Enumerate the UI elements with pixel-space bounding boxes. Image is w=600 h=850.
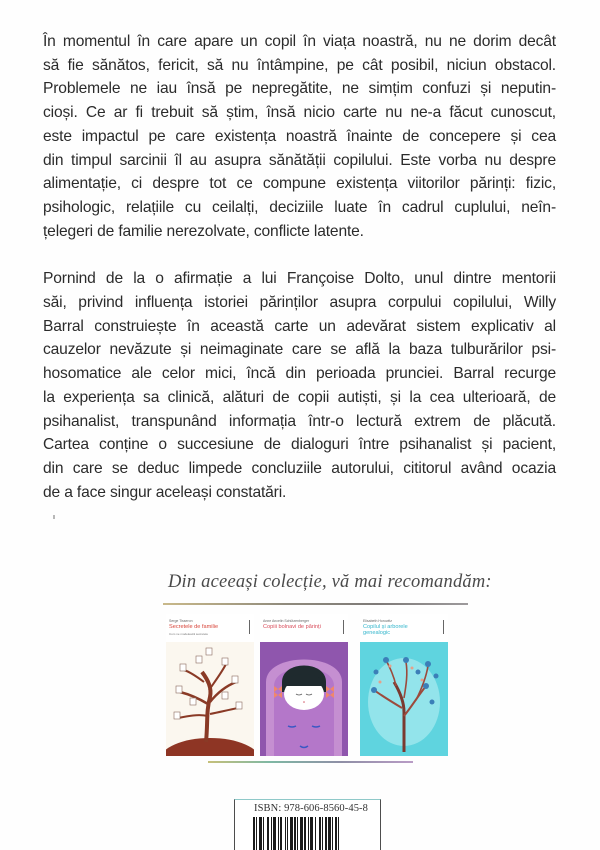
cover-header <box>166 614 254 642</box>
isbn-label: ISBN: 978-606-8560-45-8 <box>254 803 369 814</box>
text-line: Problemele ne iau însă pe nepregătite, ne simțim confuzi și neputin- <box>43 80 556 98</box>
girl-face-illustration-icon <box>260 642 348 756</box>
text-line: hosomatice ale celor mici, încă din perioada pruncieі. Barral recurge <box>43 365 556 383</box>
cover-author: Anne Ancelin Schützenberger <box>263 619 310 623</box>
text-line: cauzelor nevăzute și neimaginate care se află la baza tulburărilor psi- <box>43 341 556 359</box>
book-cover-secretele-de-familie[interactable] <box>166 614 254 756</box>
text-line: psihologic, relațiile cu ceilalți, deciziile luate în cadrul cuplului, neîn- <box>43 198 556 216</box>
text-line: este impactul pe care existența noastră înainte de concepere și cea <box>43 127 556 145</box>
text-line: cioși. Ce ar fi trebuit să știm, însă nicio carte nu ne-a făcut cunoscut, <box>43 104 556 122</box>
blossom-tree-icon <box>360 642 448 756</box>
scan-speck <box>53 515 55 519</box>
barcode-icon <box>253 817 365 850</box>
text-line: să fie sănătos, fericit, să nu întâmpine, pe cât posibil, niciun obstacol. <box>43 56 556 74</box>
cover-subtitle: Cum ne modelează secretele <box>169 632 209 636</box>
cover-title: Copilul și arborele genealogic <box>363 624 408 636</box>
text-line: țelegeri de familie nerezolvate, conflicte latente. <box>43 222 364 240</box>
text-line: din care se deduc limpede concluziile autorului, cititorul având ocazia <box>43 459 556 477</box>
collection-heading: Din aceeași colecție, vă mai recomandăm: <box>168 572 492 592</box>
cover-title: Secretele de familie <box>169 624 219 630</box>
heading-divider <box>163 603 468 605</box>
text-line: psihanalist, transpunând informația într-o lectură extrem de plăcută. <box>43 412 556 430</box>
cover-title: Copiii bolnavi de părinți <box>263 624 321 630</box>
text-line: la experiența sa clinică, alături de copii autiști, și la cea ulterioară, de <box>43 388 556 406</box>
text-line: Pornind de la o afirmație a lui Françoise Dolto, unul dintre mentorii <box>43 270 556 288</box>
description-paragraph-2 <box>43 267 556 504</box>
cover-author: Serge Tisseron <box>169 619 193 623</box>
text-line: din timpul sarcinii îl au asupra sănătății copilului. Este vorba nu despre <box>43 151 556 169</box>
book-description <box>43 30 556 504</box>
text-line: alimentație, ci despre tot ce compune existența viitorilor părinți: fizic, <box>43 175 556 193</box>
text-line: Cartea conține o succesiune de dialoguri între psihanalist și pacient, <box>43 436 556 454</box>
text-line: de a face singur aceleași constatări. <box>43 483 287 501</box>
bottom-divider <box>208 761 413 763</box>
cover-header <box>260 614 348 642</box>
isbn-barcode <box>234 799 381 850</box>
cover-author: Elisabeth Horowitz <box>363 619 392 623</box>
description-paragraph-1 <box>43 30 556 243</box>
cover-header <box>360 614 448 642</box>
text-line: În momentul în care apare un copil în viața noastră, nu ne dorim decât <box>43 33 556 50</box>
cover-mark <box>249 620 250 634</box>
cover-mark <box>443 620 444 634</box>
book-cover-copiii-bolnavi-de-parinti[interactable] <box>260 614 348 756</box>
text-line: săi, privind influența istoriei părinților asupra corpului copilului, Willy <box>43 294 556 312</box>
cover-mark <box>343 620 344 634</box>
book-cover-copilul-si-arborele-genealogic[interactable] <box>360 614 448 756</box>
text-line: Barral construiește în această carte un adevărat sistem explicativ al <box>43 317 556 335</box>
tree-with-portraits-icon <box>166 642 254 756</box>
